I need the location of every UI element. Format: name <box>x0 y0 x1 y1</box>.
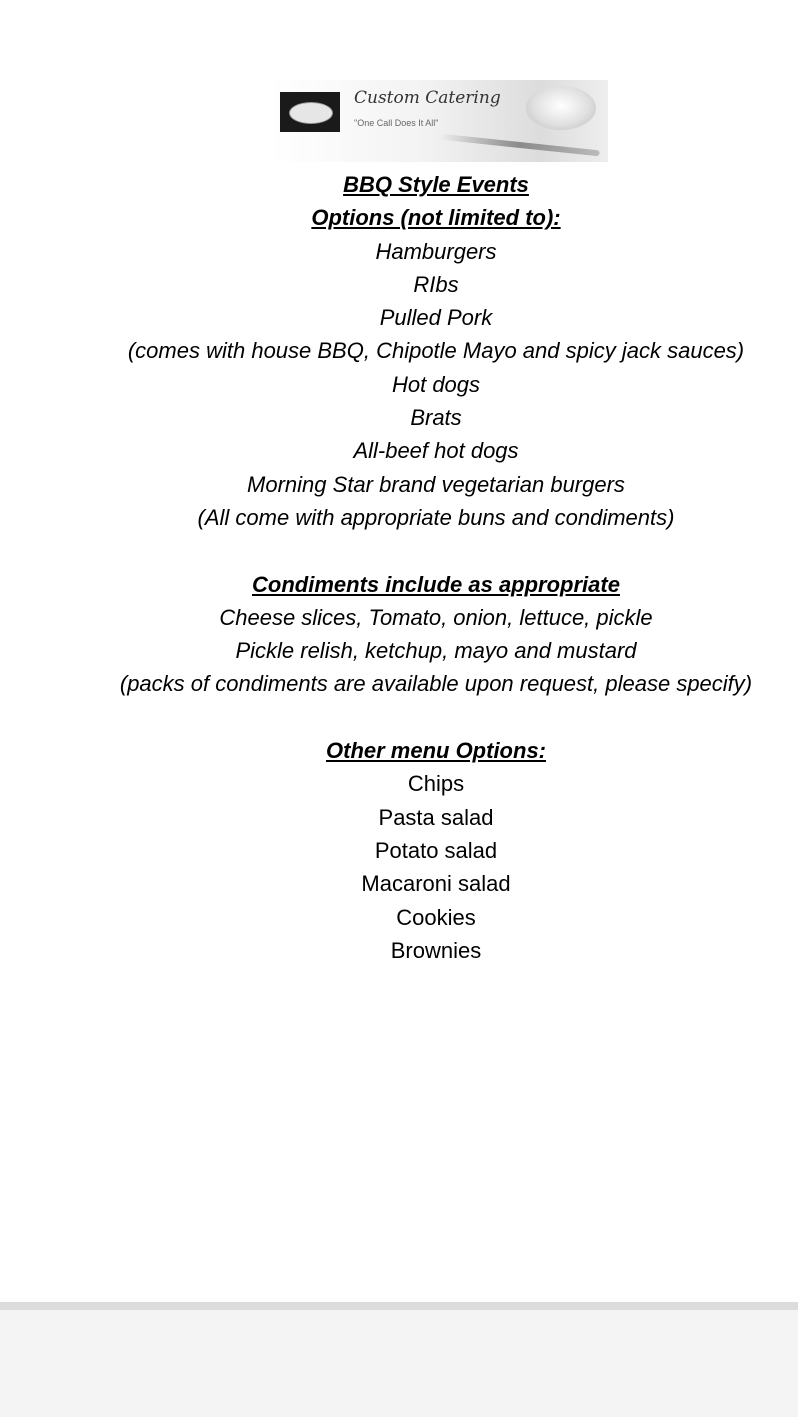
menu-item: Morning Star brand vegetarian burgers <box>247 471 625 497</box>
menu-item: All-beef hot dogs <box>353 438 519 464</box>
bbq-title: BBQ Style Events <box>343 172 529 197</box>
logo-badge-icon <box>280 92 340 132</box>
other-item: Potato salad <box>374 837 498 863</box>
spacer <box>0 534 798 567</box>
other-item: Chips <box>407 771 465 797</box>
viewer-footer <box>0 1310 798 1417</box>
other-item: Pasta salad <box>378 804 494 830</box>
custom-catering-logo <box>270 80 608 162</box>
other-item: Brownies <box>390 937 482 963</box>
logo-title: Custom Catering <box>354 88 501 108</box>
spoon-icon <box>440 134 600 157</box>
condiments-heading: Condiments include as appropriate <box>252 571 620 597</box>
menu-item: Hamburgers <box>375 238 497 264</box>
menu-item: Pulled Pork <box>379 305 493 331</box>
condiment-line: Pickle relish, ketchup, mayo and mustard <box>235 638 637 664</box>
plate-icon <box>526 86 596 130</box>
logo-tagline: "One Call Does It All" <box>354 118 439 128</box>
buns-note: (All come with appropriate buns and condiments) <box>197 504 675 530</box>
sauce-note: (comes with house BBQ, Chipotle Mayo and spicy jack sauces) <box>127 338 745 364</box>
condiment-line: (packs of condiments are available upon request, please specify) <box>119 671 753 697</box>
menu-item: RIbs <box>413 271 459 297</box>
other-item: Cookies <box>396 904 476 930</box>
spacer <box>0 701 798 734</box>
condiment-line: Cheese slices, Tomato, onion, lettuce, pickle <box>219 604 653 630</box>
page-divider <box>0 1302 798 1310</box>
menu-item: Brats <box>410 405 462 431</box>
menu-content <box>0 168 798 967</box>
other-options-heading: Other menu Options: <box>326 738 546 764</box>
options-heading: Options (not limited to): <box>311 205 561 231</box>
menu-item: Hot dogs <box>391 371 481 397</box>
other-item: Macaroni salad <box>361 871 511 897</box>
